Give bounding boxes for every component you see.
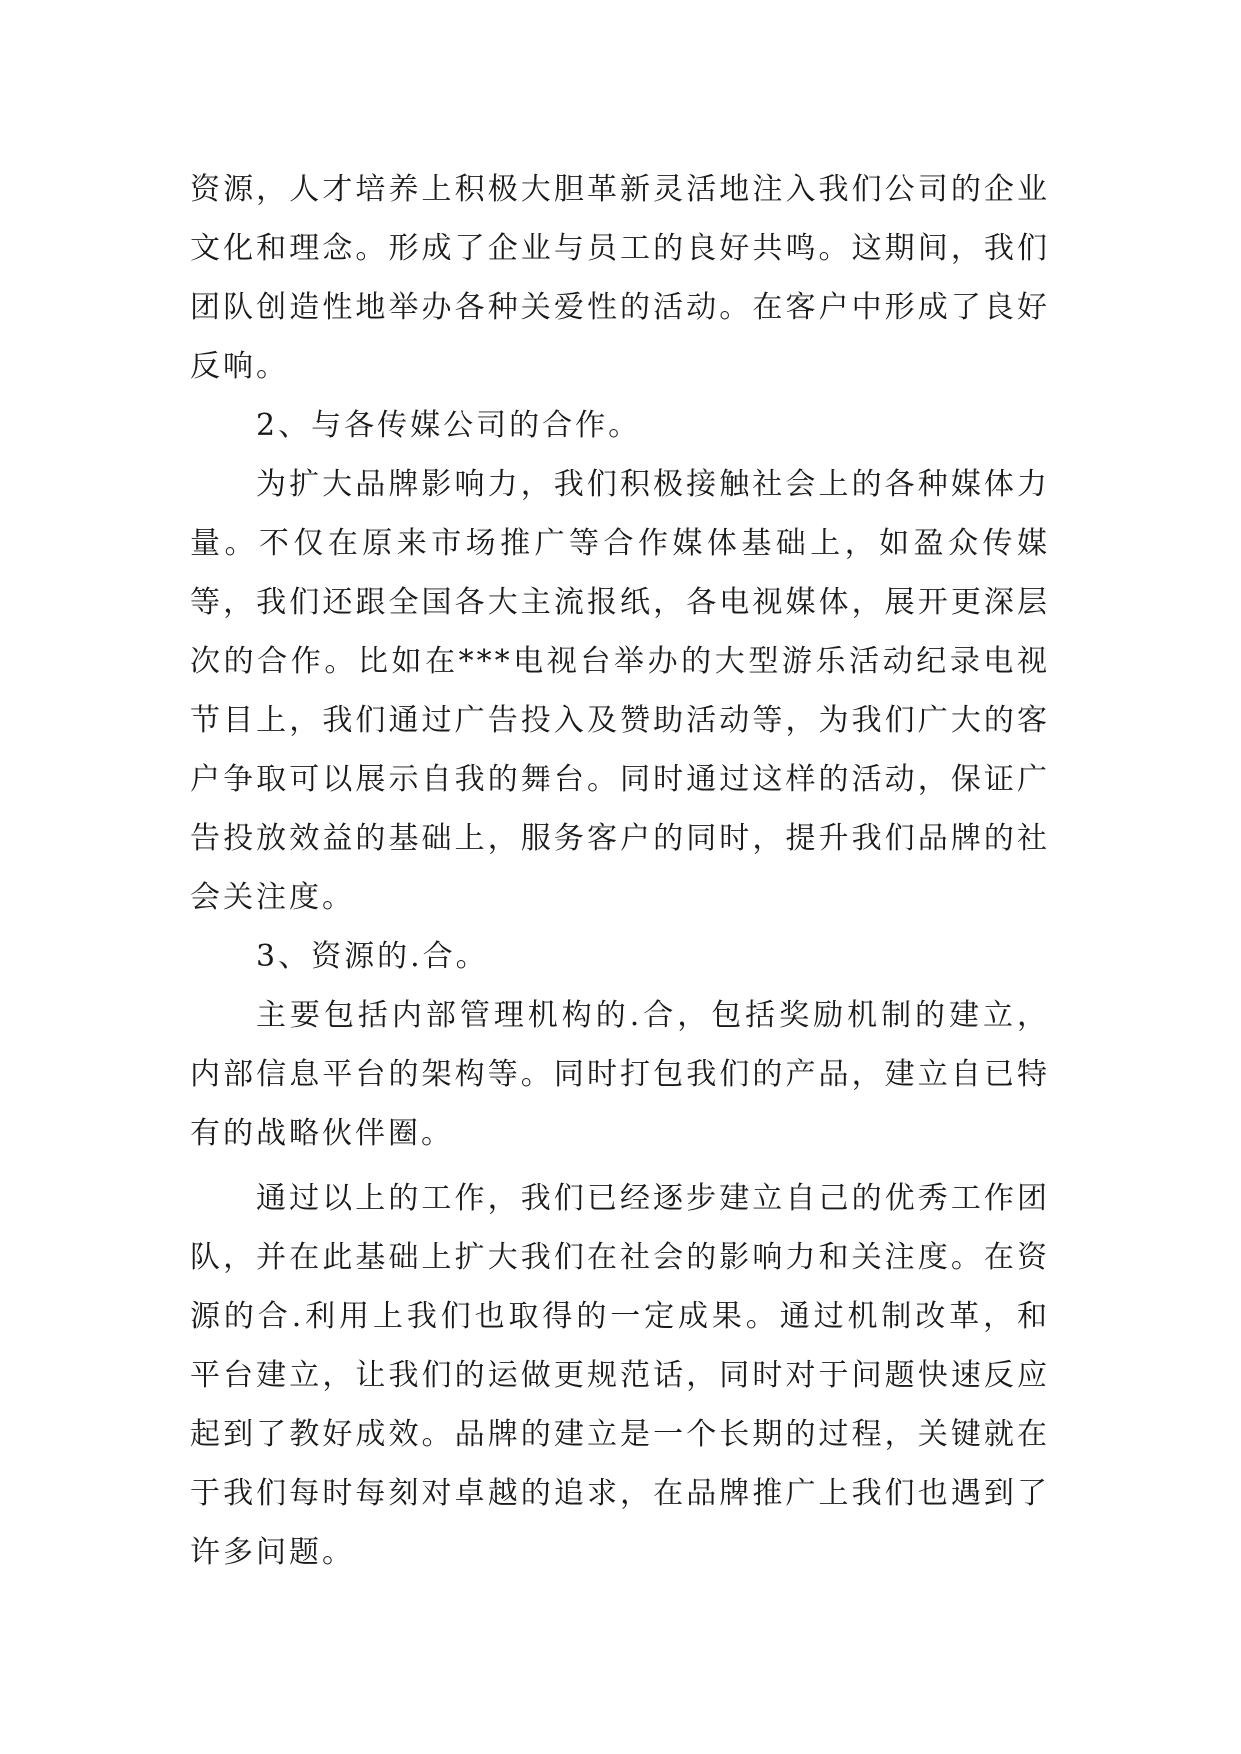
paragraph-intro-continuation: 资源，人才培养上积极大胆革新灵活地注入我们公司的企业文化和理念。形成了企业与员工的良好共鸣。这期间，我们团队创造性地举办各种关爱性的活动。在客户中形成了良好反响。: [190, 172, 1050, 384]
section-heading-resource-integration: 3、资源的.合。: [256, 939, 489, 974]
paragraph-summary: 通过以上的工作，我们已经逐步建立自己的优秀工作团队，并在此基础上扩大我们在社会的影响力和关注度。在资源的合.利用上我们也取得的一定成果。通过机制改革，和平台建立，让我们的运做更规范话，同时对于问题快速反应起到了教好成效。品牌的建立是一个长期的过程，关键就在于我们每时每刻对卓越的追求，在品牌推广上我们也遇到了许多问题。: [190, 1181, 1050, 1570]
paragraph-media-cooperation: 为扩大品牌影响力，我们积极接触社会上的各种媒体力量。不仅在原来市场推广等合作媒体基础上，如盈众传媒等，我们还跟全国各大主流报纸，各电视媒体，展开更深层次的合作。比如在***电视台举办的大型游乐活动纪录电视节目上，我们通过广告投入及赞助活动等，为我们广大的客户争取可以展示自我的舞台。同时通过这样的活动，保证广告投放效益的基础上，服务客户的同时，提升我们品牌的社会关注度。: [190, 467, 1050, 915]
document-body: [190, 160, 1050, 1582]
section-heading-media-cooperation: 2、与各传媒公司的合作。: [256, 408, 642, 443]
paragraph-resource-integration: 主要包括内部管理机构的.合，包括奖励机制的建立，内部信息平台的架构等。同时打包我们的产品，建立自已特有的战略伙伴圈。: [190, 998, 1050, 1151]
